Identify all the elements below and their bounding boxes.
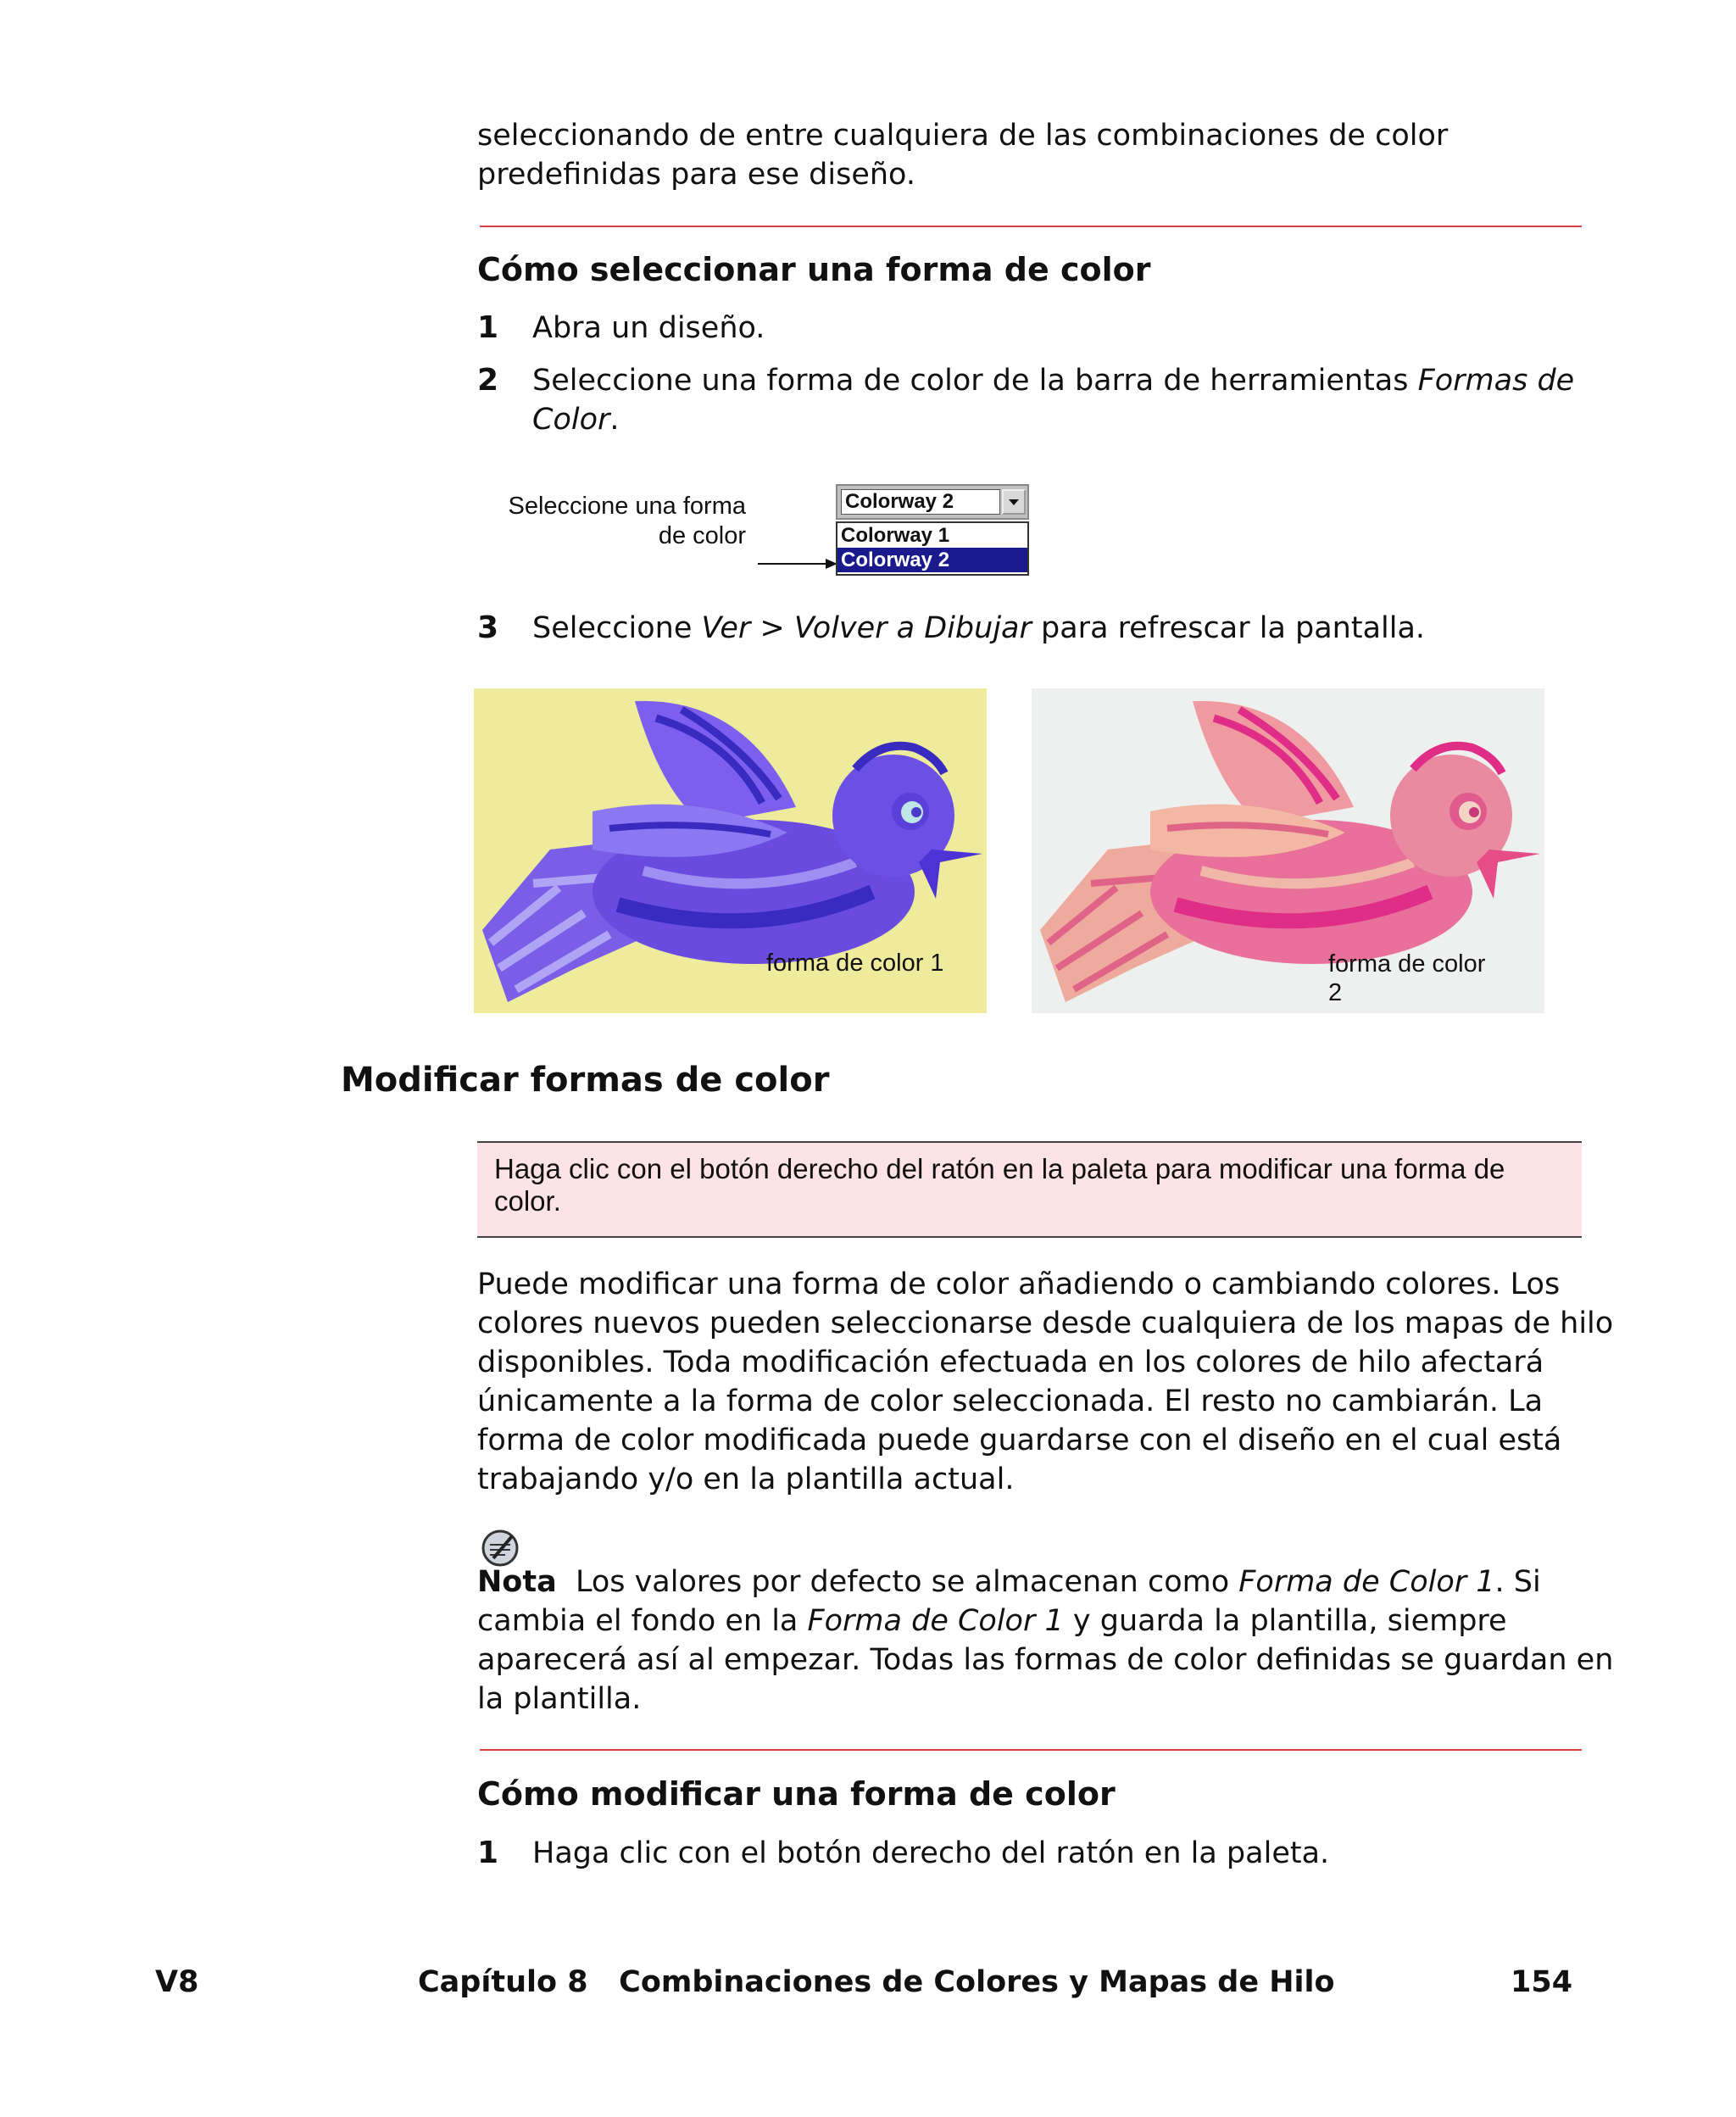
figure-label — [475, 492, 746, 551]
colorway-dropdown-list — [836, 521, 1029, 576]
step-2-text — [532, 361, 1583, 439]
chevron-down-icon — [1004, 491, 1024, 513]
step-1-modify — [477, 1834, 498, 1873]
intro-paragraph — [477, 116, 1448, 194]
pointer-arrow-icon — [754, 555, 839, 572]
toolbar-name-b: Color — [532, 403, 610, 437]
paragraph-line: disponibles. Toda modificación efectuada en los colores de hilo afectará — [477, 1345, 1544, 1379]
step-3 — [477, 609, 498, 648]
modify-paragraph — [477, 1265, 1613, 1499]
tip-box: Haga clic con el botón derecho del ratón en la paleta para modificar una forma de color. — [477, 1141, 1582, 1238]
menu-redraw: Volver a Dibujar — [793, 611, 1032, 645]
note-italic: Forma de Color 1 — [1238, 1565, 1495, 1599]
step-2 — [477, 361, 498, 400]
colorway-option-2[interactable]: Colorway 2 — [837, 548, 1027, 572]
intro-line-1: seleccionando de entre cualquiera de las combinaciones de color — [477, 119, 1449, 153]
caption-colorway-2 — [1328, 950, 1485, 1007]
colorway-combo-frame[interactable] — [836, 484, 1029, 520]
toolbar-name-a: Formas de — [1417, 364, 1575, 398]
paragraph-line: Puede modificar una forma de color añadiendo o cambiando colores. Los — [477, 1267, 1561, 1301]
caption-colorway-1: forma de color 1 — [766, 950, 944, 977]
step-3-text-a: Seleccione — [532, 611, 702, 645]
step-number: 1 — [477, 310, 499, 345]
paragraph-line: únicamente a la forma de color seleccionada. El resto no cambiarán. La — [477, 1384, 1544, 1418]
note-text: y guarda la plantilla, siempre — [1063, 1604, 1507, 1638]
colorway-combo-value[interactable]: Colorway 2 — [841, 489, 1000, 515]
intro-line-2: predefinidas para ese diseño. — [477, 158, 915, 192]
step-3-text-b: para refrescar la pantalla. — [1031, 611, 1426, 645]
step-2-text-a: Seleccione una forma de color de la barra de herramientas — [532, 364, 1418, 398]
figure-label-line-1: Seleccione una forma — [508, 493, 746, 520]
note-text: aparecerá así al empezar. Todas las formas de color definidas se guardan en — [477, 1643, 1614, 1677]
step-number: 2 — [477, 363, 499, 398]
step-3-text — [532, 609, 1425, 648]
section-divider — [480, 1749, 1582, 1751]
figure-label-line-2: de color — [658, 522, 746, 549]
caption-colorway-2-line-2: 2 — [1328, 979, 1343, 1006]
footer-chapter: Capítulo 8 Combinaciones de Colores y Mapas de Hilo — [418, 1965, 1335, 1999]
dropdown-arrow-button[interactable] — [1002, 489, 1026, 515]
note-label: Nota — [477, 1565, 557, 1599]
procedure-heading-select: Cómo seleccionar una forma de color — [477, 251, 1151, 288]
note-italic: Forma de Color 1 — [807, 1604, 1064, 1638]
colorway-widget — [836, 484, 1029, 577]
step-number: 1 — [477, 1836, 499, 1870]
caption-colorway-2-line-1: forma de color — [1328, 950, 1486, 978]
step-number: 3 — [477, 610, 499, 645]
menu-separator: > — [750, 611, 794, 645]
note-text: . Si — [1494, 1565, 1541, 1599]
step-2-text-b: . — [609, 403, 620, 437]
colorway-option-1[interactable]: Colorway 1 — [841, 524, 950, 547]
footer-page-number: 154 — [1511, 1965, 1573, 1999]
paragraph-line: forma de color modificada puede guardarse con el diseño en el cual está — [477, 1423, 1562, 1457]
note-text: la plantilla. — [477, 1682, 642, 1716]
note-block — [477, 1563, 1613, 1719]
procedure-heading-modify: Cómo modificar una forma de color — [477, 1775, 1116, 1813]
step-1 — [477, 309, 498, 348]
section-heading-modify: Modificar formas de color — [341, 1061, 830, 1100]
bird-image-colorway-2 — [1032, 688, 1544, 1013]
bird-image-colorway-1 — [474, 688, 987, 1013]
paragraph-line: colores nuevos pueden seleccionarse desde cualquiera de los mapas de hilo — [477, 1306, 1614, 1340]
section-divider — [480, 226, 1582, 227]
step-1-modify-text: Haga clic con el botón derecho del ratón en la paleta. — [532, 1836, 1330, 1870]
note-text: Los valores por defecto se almacenan como — [556, 1565, 1239, 1599]
note-text: cambia el fondo en la — [477, 1604, 808, 1638]
paragraph-line: trabajando y/o en la plantilla actual. — [477, 1462, 1015, 1496]
step-1-text: Abra un diseño. — [532, 311, 765, 345]
footer-version: V8 — [155, 1965, 199, 1999]
menu-view: Ver — [701, 611, 751, 645]
